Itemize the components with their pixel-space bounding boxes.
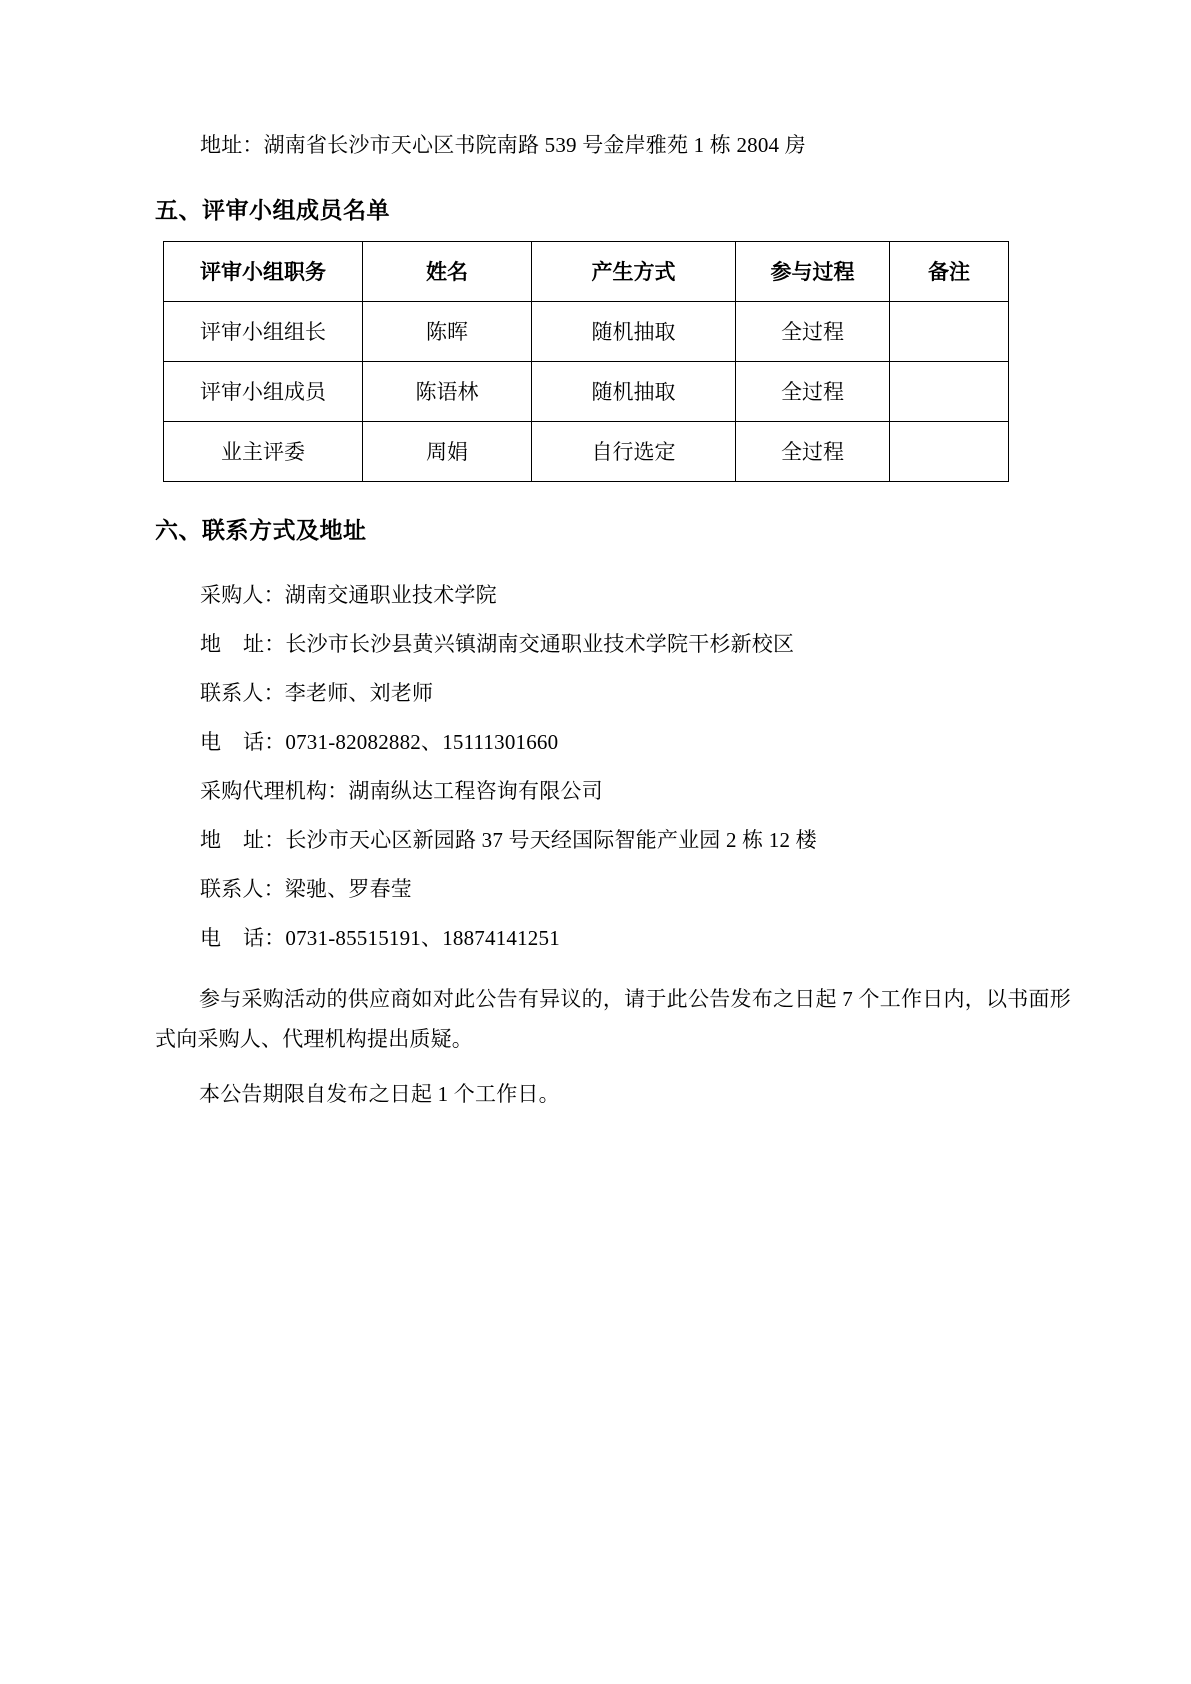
review-panel-table	[163, 241, 1009, 482]
cell-name: 周娟	[363, 421, 532, 481]
cell-remarks	[890, 301, 1009, 361]
contact-purchaser-address: 地 址：长沙市长沙县黄兴镇湖南交通职业技术学院干杉新校区	[200, 631, 795, 656]
cell-name: 陈语林	[363, 361, 532, 421]
cell-remarks	[890, 421, 1009, 481]
table-header-participation: 参与过程	[736, 241, 890, 301]
cell-method: 随机抽取	[532, 361, 736, 421]
contact-purchaser-person: 联系人：李老师、刘老师	[200, 680, 434, 705]
cell-method: 自行选定	[532, 421, 736, 481]
contact-purchaser: 采购人：湖南交通职业技术学院	[200, 582, 497, 607]
cell-participation: 全过程	[736, 361, 890, 421]
section-heading-review-panel: 五、评审小组成员名单	[155, 197, 390, 223]
cell-participation: 全过程	[736, 301, 890, 361]
section-heading-contact: 六、联系方式及地址	[155, 517, 367, 543]
cell-remarks	[890, 361, 1009, 421]
contact-block	[155, 571, 1071, 963]
cell-participation: 全过程	[736, 421, 890, 481]
cell-role: 业主评委	[164, 421, 363, 481]
contact-agency-phone: 电 话：0731-85515191、18874141251	[200, 925, 560, 950]
table-header-method: 产生方式	[532, 241, 736, 301]
contact-agency-person: 联系人：梁驰、罗春莹	[200, 876, 412, 901]
supplier-address-line: 地址：湖南省长沙市天心区书院南路 539 号金岸雅苑 1 栋 2804 房	[200, 133, 806, 157]
table-header-remarks: 备注	[890, 241, 1009, 301]
table-header-role: 评审小组职务	[164, 241, 363, 301]
contact-agency: 采购代理机构：湖南纵达工程咨询有限公司	[200, 778, 603, 803]
cell-method: 随机抽取	[532, 301, 736, 361]
table-header-name: 姓名	[363, 241, 532, 301]
table-row	[164, 421, 1009, 481]
contact-purchaser-phone: 电 话：0731-82082882、15111301660	[200, 729, 559, 754]
paragraph-announcement-period: 本公告期限自发布之日起 1 个工作日。	[199, 1082, 560, 1107]
paragraph-objection-notice: 参与采购活动的供应商如对此公告有异议的，请于此公告发布之日起 7 个工作日内，以书面形式向采购人、代理机构提出质疑。	[155, 986, 1071, 1052]
cell-role: 评审小组组长	[164, 301, 363, 361]
table-row	[164, 361, 1009, 421]
table-header-row	[164, 241, 1009, 301]
cell-name: 陈晖	[363, 301, 532, 361]
cell-role: 评审小组成员	[164, 361, 363, 421]
contact-agency-address: 地 址：长沙市天心区新园路 37 号天经国际智能产业园 2 栋 12 楼	[200, 827, 817, 852]
table-row	[164, 301, 1009, 361]
